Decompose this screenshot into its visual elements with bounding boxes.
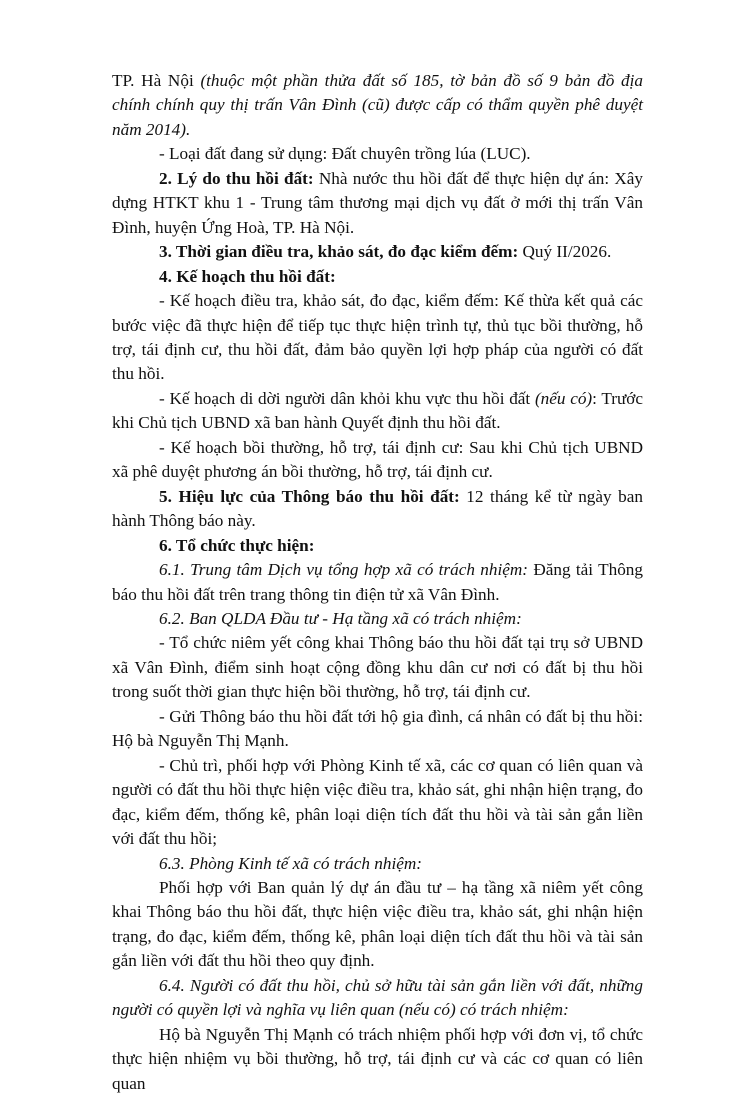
section-6-3-text: Phối hợp với Ban quản lý dự án đầu tư – hạ tầng xã niêm yết công khai Thông báo thu hồi đất, thực hiện việc điều tra, khảo sát, ghi nhận hiện trạng, đo đạc, kiểm đếm, thống kê, phân loại diện tích đất thu hồi và tài sản gắn liền với đất thu hồi theo quy định. — [112, 877, 643, 971]
task-coordinate-text: - Chủ trì, phối hợp với Phòng Kinh tế xã, các cơ quan có liên quan và người có đất thu hồi thực hiện việc điều tra, khảo sát, ghi nhận hiện trạng, đo đạc, kiểm đếm, thống kê, phân loại diện tích đất thu hồi và tài sản gắn liền với đất thu hồi; — [112, 755, 643, 849]
section-6-1 — [112, 558, 643, 607]
task-coordinate — [112, 754, 643, 852]
plan-survey — [112, 289, 643, 387]
section-2-text: Nhà nước thu hồi đất để thực hiện dự án: Xây dựng HTKT khu 1 - Trung tâm thương mại dịch vụ đất ở mới thị trấn Vân Đình, huyện Ứng Hoà, TP. Hà Nội. — [112, 168, 643, 237]
plan-survey-text: - Kế hoạch điều tra, khảo sát, đo đạc, kiểm đếm: Kế thừa kết quả các bước việc đã thực hiện để tiếp tục thực hiện trình tự, thủ tục bồi thường, hỗ trợ, tái định cư, thu hồi đất, đảm bảo quyền lợi hợp pháp của người có đất thu hồi. — [112, 291, 643, 384]
location-note: (thuộc một phần thửa đất số 185, tờ bản đồ số 9 bản đồ địa chính chính quy thị trấn Vân Đình (cũ) được cấp có thẩm quyền phê duyệt năm 2014). — [112, 71, 643, 139]
section-5-heading: 5. Hiệu lực của Thông báo thu hồi đất: — [159, 486, 460, 506]
section-3-time — [112, 240, 643, 264]
section-4-heading: 4. Kế hoạch thu hồi đất: — [159, 266, 336, 286]
section-5-validity — [112, 485, 643, 534]
section-6-2-heading: 6.2. Ban QLDA Đầu tư - Hạ tầng xã có trách nhiệm: — [159, 608, 522, 628]
location-text: TP. Hà Nội — [112, 71, 201, 90]
section-6-4-heading: 6.4. Người có đất thu hồi, chủ sở hữu tài sản gắn liền với đất, những người có quyền lợi và nghĩa vụ liên quan (nếu có) có trách nhiệm: — [112, 975, 643, 1020]
section-6-implementation — [112, 534, 643, 558]
section-2-heading: 2. Lý do thu hồi đất: — [159, 168, 314, 188]
land-type-text: - Loại đất đang sử dụng: Đất chuyên trồng lúa (LUC). — [159, 144, 531, 164]
paragraph-land-type — [112, 142, 643, 166]
task-send-notice-text: - Gửi Thông báo thu hồi đất tới hộ gia đình, cá nhân có đất bị thu hồi: Hộ bà Nguyễn Thị Mạnh. — [112, 706, 643, 751]
section-6-1-text: Đăng tải Thông báo thu hồi đất trên trang thông tin điện tử xã Vân Đình. — [112, 560, 643, 604]
section-5-text: 12 tháng kể từ ngày ban hành Thông báo này. — [112, 486, 643, 531]
task-send-notice — [112, 705, 643, 754]
section-6-heading: 6. Tổ chức thực hiện: — [159, 535, 315, 555]
section-6-3 — [112, 852, 643, 876]
plan-relocation — [112, 387, 643, 436]
plan-relocation-text-1: - Kế hoạch di dời người dân khỏi khu vực thu hồi đất — [159, 388, 535, 408]
section-3-heading: 3. Thời gian điều tra, khảo sát, đo đạc kiểm đếm: — [159, 242, 519, 262]
plan-relocation-note: (nếu có) — [534, 388, 593, 408]
plan-relocation-text-2: : Trước khi Chủ tịch UBND xã ban hành Quyết định thu hồi đất. — [112, 388, 643, 433]
section-2-reason — [112, 167, 643, 240]
section-6-3-body — [112, 876, 643, 974]
section-6-1-heading: 6.1. Trung tâm Dịch vụ tổng hợp xã có trách nhiệm: — [159, 560, 528, 580]
section-6-2 — [112, 607, 643, 631]
paragraph-location — [112, 69, 643, 142]
section-3-text: Quý II/2026. — [518, 242, 612, 262]
section-6-4-text: Hộ bà Nguyễn Thị Mạnh có trách nhiệm phối hợp với đơn vị, tổ chức thực hiện nhiệm vụ bồi thường, hỗ trợ, tái định cư và các cơ quan có liên quan — [112, 1024, 643, 1093]
plan-compensation — [112, 436, 643, 485]
section-4-plan — [112, 265, 643, 289]
section-6-4 — [112, 974, 643, 1023]
task-public-posting-text: - Tổ chức niêm yết công khai Thông báo thu hồi đất tại trụ sở UBND xã Vân Đình, điểm sinh hoạt cộng đồng khu dân cư nơi có đất bị thu hồi trong suốt thời gian thực hiện bồi thường, hỗ trợ, tái định cư. — [112, 633, 643, 702]
task-public-posting — [112, 631, 643, 704]
section-6-4-body — [112, 1023, 643, 1096]
section-6-3-heading: 6.3. Phòng Kinh tế xã có trách nhiệm: — [159, 853, 423, 873]
plan-compensation-text: - Kế hoạch bồi thường, hỗ trợ, tái định cư: Sau khi Chủ tịch UBND xã phê duyệt phương án bồi thường, hỗ trợ, tái định cư. — [112, 437, 643, 482]
